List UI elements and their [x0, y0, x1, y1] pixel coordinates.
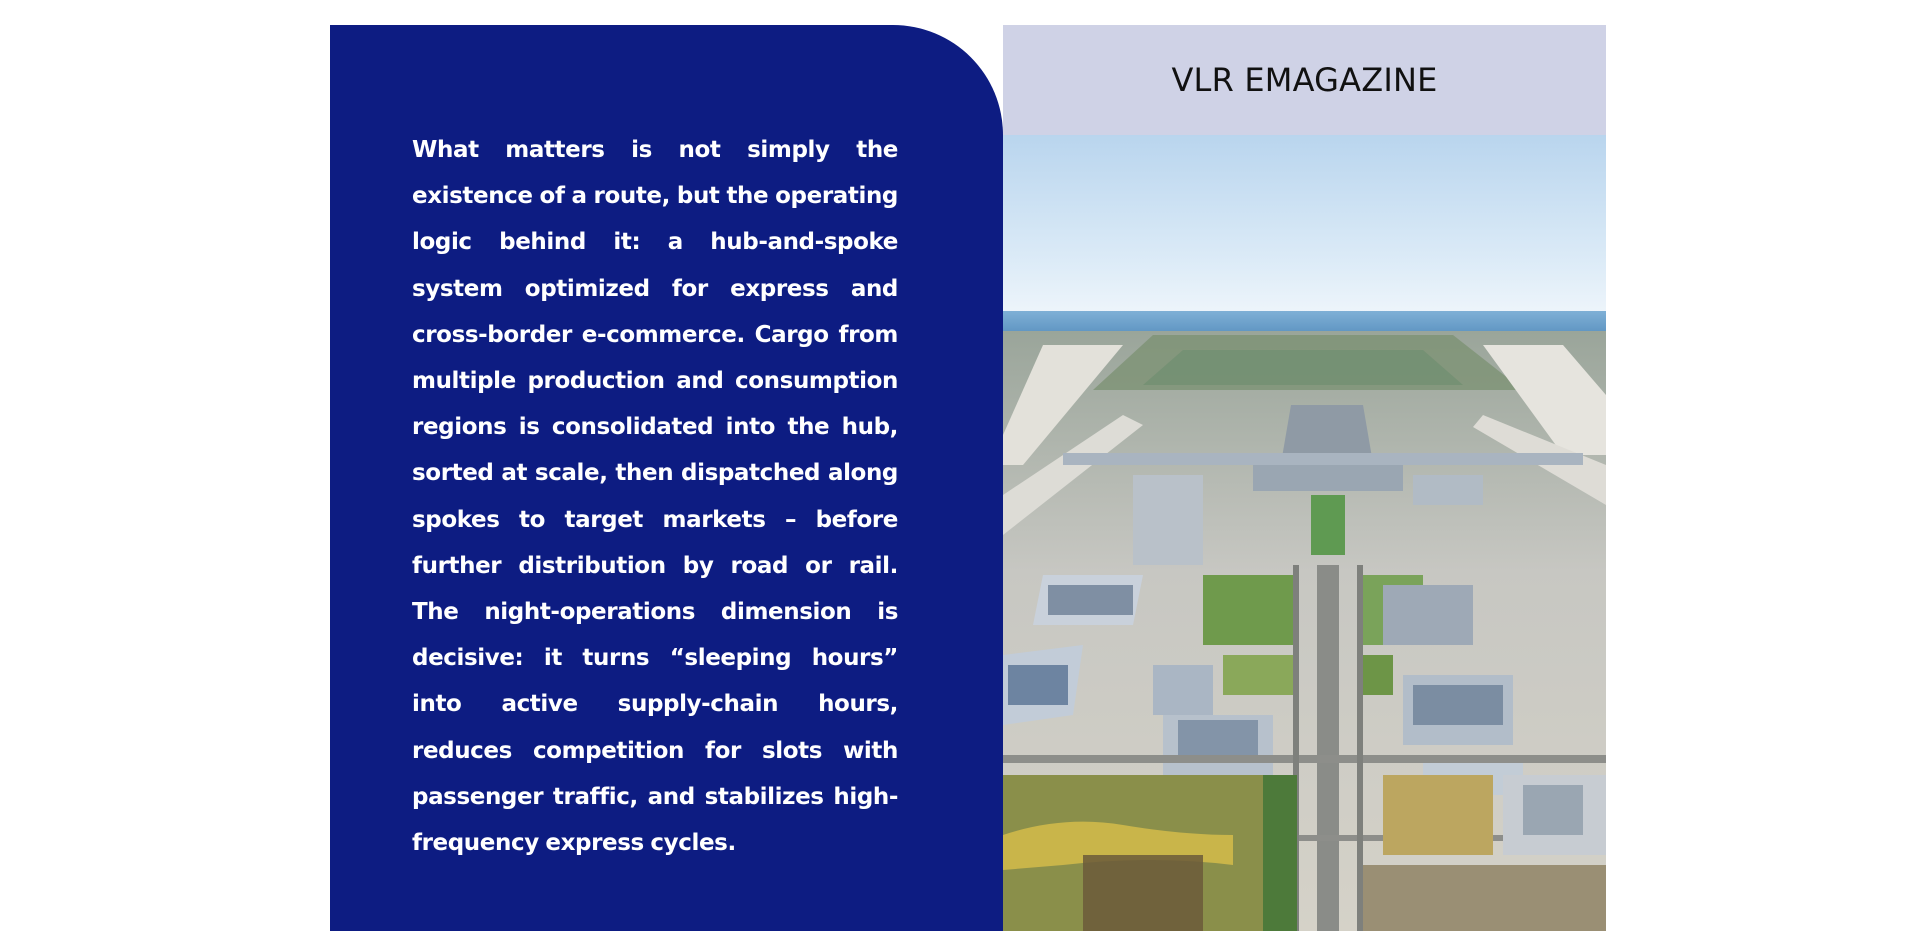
river: [1003, 311, 1606, 333]
aerial-airport-photo: [1003, 135, 1606, 931]
magazine-page: [330, 25, 1606, 931]
sky: [1003, 135, 1606, 315]
article-paragraph: What matters is not simply the existence of a route, but the operating logic behind it: a hub-and-spoke system optimized for express and cross-border e-commerce. Cargo from multiple production and consumption regions is consolidated into the hub, sorted at scale, then dispatched along spokes to target markets – before further distribution by road or rail. The night-operations dimension is decisive: it turns “sleeping hours” into active supply-chain hours, reduces competition for slots with passenger traffic, and stabilizes high-frequency express cycles.: [412, 137, 898, 857]
magazine-title: VLR EMAGAZINE: [1171, 61, 1438, 99]
text-panel: [330, 25, 1003, 931]
